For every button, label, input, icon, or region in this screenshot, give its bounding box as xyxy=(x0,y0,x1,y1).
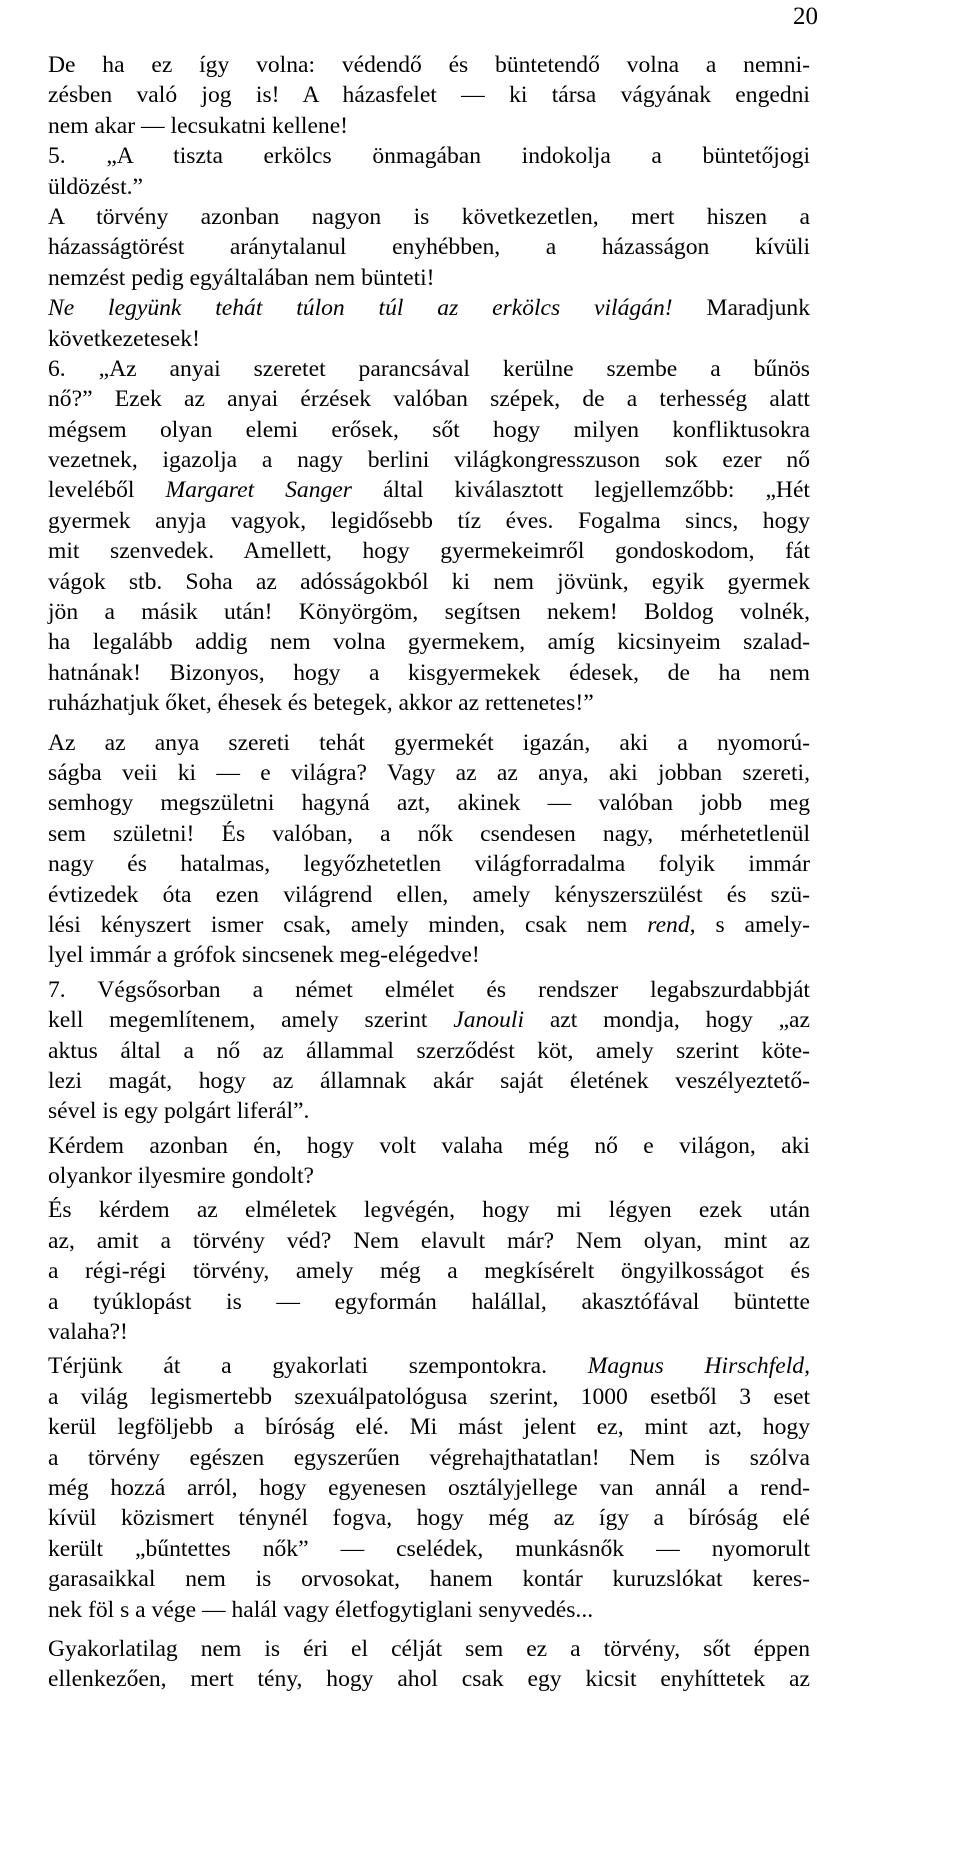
italic-text: Magnus Hirschfeld, xyxy=(587,1353,810,1380)
text-run: házasságtörést aránytalanul enyhébben, a házasságon kívüli xyxy=(48,234,810,261)
text-line xyxy=(48,475,810,505)
text-run: a világ legismertebb szexuálpatológusa szerint, 1000 esetből 3 eset xyxy=(48,1383,810,1410)
text-run: garasaikkal nem is orvosokat, hanem kontár kuruzslókat keres- xyxy=(48,1566,810,1593)
text-run: került „bűntettes nők” — cselédek, munkásnők — nyomorult xyxy=(48,1535,810,1562)
text-run: az, amit a törvény véd? Nem elavult már? Nem olyan, mint az xyxy=(48,1227,810,1254)
text-run: kell megemlítenem, amely szerint xyxy=(48,1007,454,1034)
text-line xyxy=(48,80,810,110)
text-line xyxy=(48,202,810,232)
text-run: nek föl s a vége — halál vagy életfogytiglani senyvedés... xyxy=(48,1596,594,1623)
text-line xyxy=(48,1634,810,1664)
text-line xyxy=(48,1664,810,1694)
text-run: vezetnek, igazolja a nagy berlini világkongresszuson sok ezer nő xyxy=(48,447,810,474)
text-run: 6. „Az anyai szeretet parancsával kerülne szembe a bűnös xyxy=(48,355,810,382)
page-number: 20 xyxy=(793,3,818,30)
text-run: A törvény azonban nagyon is következetlen, mert hiszen a xyxy=(48,203,810,230)
text-run: lezi magát, hogy az államnak akár saját életének veszélyeztető- xyxy=(48,1067,810,1094)
text-line xyxy=(48,849,810,879)
text-line xyxy=(48,111,810,141)
text-run: kerül legföljebb a bíróság elé. Mi mást jelent ez, mint azt, hogy xyxy=(48,1414,810,1441)
text-line xyxy=(48,819,810,849)
text-line xyxy=(48,910,810,940)
text-run: még hozzá arról, hogy egyenesen osztályjellege van annál a rend- xyxy=(48,1474,810,1501)
text-line xyxy=(48,1412,810,1442)
text-line xyxy=(48,880,810,910)
text-run: Az az anya szereti tehát gyermekét igazán, aki a nyomorú- xyxy=(48,729,810,756)
text-run: semhogy megszületni hagyná azt, akinek — valóban jobb meg xyxy=(48,790,810,817)
text-line xyxy=(48,506,810,536)
body-text xyxy=(48,50,810,1695)
text-run: És kérdem az elméletek legvégén, hogy mi légyen ezek után xyxy=(48,1197,810,1224)
text-run: mit szenvedek. Amellett, hogy gyermekeimről gondoskodom, fát xyxy=(48,538,810,565)
text-line xyxy=(48,1534,810,1564)
text-run: nemzést pedig egyáltalában nem bünteti! xyxy=(48,264,435,291)
text-line xyxy=(48,1317,810,1347)
text-line xyxy=(48,1226,810,1256)
text-run: 5. „A tiszta erkölcs önmagában indokolja a büntetőjogi xyxy=(48,143,810,170)
text-line xyxy=(48,324,810,354)
text-line xyxy=(48,354,810,384)
text-run: a régi-régi törvény, amely még a megkísérelt öngyilkosságot és xyxy=(48,1258,810,1285)
text-run: s amely- xyxy=(695,911,811,938)
text-line xyxy=(48,1195,810,1225)
text-line xyxy=(48,1131,810,1161)
text-run: Gyakorlatilag nem is éri el célját sem ez a törvény, sőt éppen xyxy=(48,1635,810,1662)
text-line xyxy=(48,688,810,718)
text-run: a törvény egészen egyszerűen végrehajthatatlan! Nem is szólva xyxy=(48,1444,810,1471)
italic-text: Ne legyünk tehát túlon túl az erkölcs világán! xyxy=(48,295,673,322)
text-line xyxy=(48,1005,810,1035)
text-line xyxy=(48,1287,810,1317)
text-line xyxy=(48,758,810,788)
text-line xyxy=(48,788,810,818)
text-run: leveléből xyxy=(48,477,166,504)
text-line xyxy=(48,597,810,627)
text-line xyxy=(48,1066,810,1096)
text-run: nem akar — lecsukatni kellene! xyxy=(48,112,349,139)
text-run: Térjünk át a gyakorlati szempontokra. xyxy=(48,1353,588,1380)
text-run: üldözést.” xyxy=(48,173,143,200)
text-line xyxy=(48,384,810,414)
text-line xyxy=(48,141,810,171)
text-line xyxy=(48,445,810,475)
text-run: zésben való jog is! A házasfelet — ki társa vágyának engedni xyxy=(48,82,810,109)
text-run: olyankor ilyesmire gondolt? xyxy=(48,1163,315,1190)
text-line xyxy=(48,1503,810,1533)
text-run: a tyúklopást is — egyformán halállal, akasztófával büntette xyxy=(48,1288,810,1315)
text-run: lési kényszert ismer csak, amely minden, csak nem xyxy=(48,911,648,938)
text-line xyxy=(48,1256,810,1286)
text-line xyxy=(48,658,810,688)
text-run: vágok stb. Soha az adósságokból ki nem jövünk, egyik gyermek xyxy=(48,568,810,595)
text-run: aktus által a nő az állammal szerződést köt, amely szerint köte- xyxy=(48,1037,810,1064)
text-run: Maradjunk xyxy=(672,295,811,322)
text-line xyxy=(48,1382,810,1412)
text-run: nagy és hatalmas, legyőzhetetlen világforradalma folyik immár xyxy=(48,851,810,878)
text-run: által kiválasztott legjellemzőbb: „Hét xyxy=(351,477,810,504)
text-run: évtizedek óta ezen világrend ellen, amely kényszerszülést és szü- xyxy=(48,881,810,908)
text-line xyxy=(48,728,810,758)
text-line xyxy=(48,1351,810,1381)
text-line xyxy=(48,627,810,657)
text-run: ha legalább addig nem volna gyermekem, amíg kicsinyeim szalad- xyxy=(48,629,810,656)
text-line xyxy=(48,940,810,970)
text-run: nő?” Ezek az anyai érzések valóban szépek, de a terhesség alatt xyxy=(48,386,810,413)
text-run: hatnának! Bizonyos, hogy a kisgyermekek édesek, de ha nem xyxy=(48,659,810,686)
text-line xyxy=(48,172,810,202)
text-line xyxy=(48,293,810,323)
italic-text: rend, xyxy=(647,911,696,938)
italic-text: Janouli xyxy=(453,1007,525,1034)
text-line xyxy=(48,567,810,597)
text-run: azt mondja, hogy „az xyxy=(524,1007,810,1034)
text-run: 7. Végsősorban a német elmélet és rendszer legabszurdabbját xyxy=(48,976,810,1003)
text-line xyxy=(48,415,810,445)
text-run: ellenkezően, mert tény, hogy ahol csak egy kicsit enyhíttetek az xyxy=(48,1666,810,1693)
text-run: De ha ez így volna: védendő és büntetendő volna a nemni- xyxy=(48,52,810,78)
text-run: ruházhatjuk őket, éhesek és betegek, akkor az rettenetes!” xyxy=(48,690,594,717)
text-run: kívül közismert ténynél fogva, hogy még az így a bíróság elé xyxy=(48,1505,810,1532)
text-line xyxy=(48,1036,810,1066)
text-line xyxy=(48,1161,810,1191)
text-line xyxy=(48,1096,810,1126)
text-run: valaha?! xyxy=(48,1319,128,1346)
text-line xyxy=(48,975,810,1005)
text-line xyxy=(48,1473,810,1503)
text-line xyxy=(48,263,810,293)
text-run: gyermek anyja vagyok, legidősebb tíz éves. Fogalma sincs, hogy xyxy=(48,507,810,534)
italic-text: Margaret Sanger xyxy=(165,477,352,504)
text-run: Kérdem azonban én, hogy volt valaha még nő e világon, aki xyxy=(48,1132,810,1159)
text-line xyxy=(48,232,810,262)
text-line xyxy=(48,536,810,566)
text-line xyxy=(48,1443,810,1473)
text-line xyxy=(48,1595,810,1625)
text-line xyxy=(48,1564,810,1594)
text-run: sével is egy polgárt liferál”. xyxy=(48,1098,310,1125)
text-run: sem születni! És valóban, a nők csendesen nagy, mérhetetlenül xyxy=(48,820,810,847)
text-run: lyel immár a grófok sincsenek meg-elégedve! xyxy=(48,942,480,969)
text-line xyxy=(48,50,810,80)
text-run: jön a másik után! Könyörgöm, segítsen nekem! Boldog volnék, xyxy=(48,599,810,626)
text-run: ságba veii ki — e világra? Vagy az az anya, aki jobban szereti, xyxy=(48,759,810,786)
text-run: következetesek! xyxy=(48,325,200,352)
text-run: mégsem olyan elemi erősek, sőt hogy milyen konfliktusokra xyxy=(48,416,810,443)
